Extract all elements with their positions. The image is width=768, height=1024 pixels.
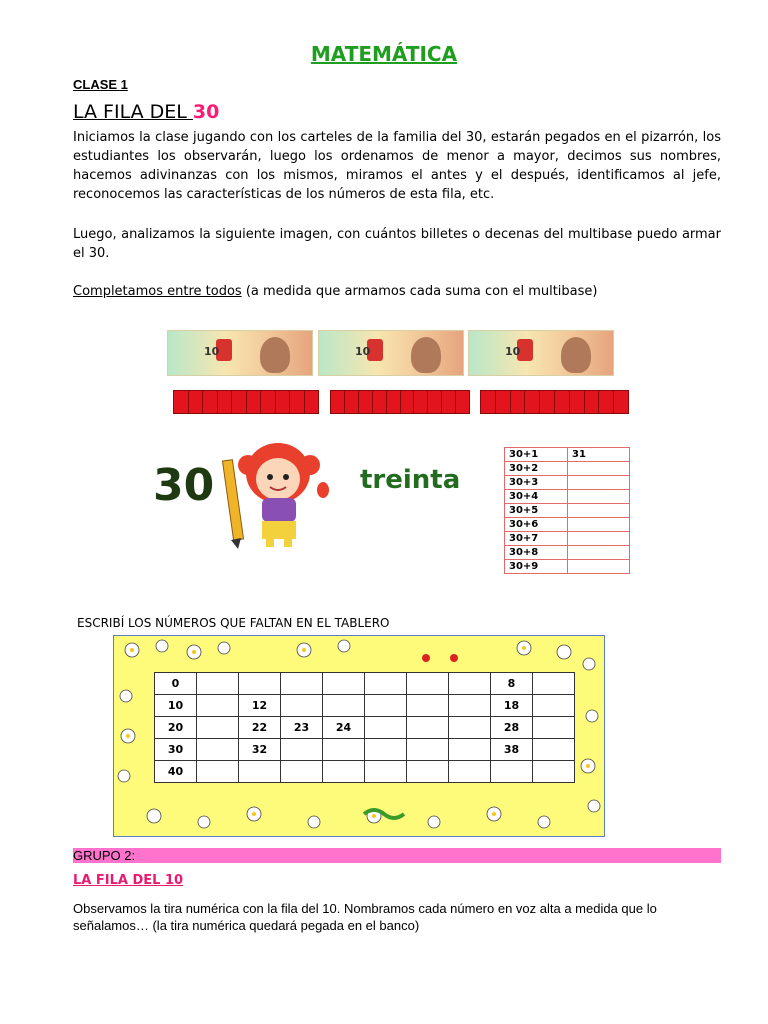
board-cell[interactable] <box>533 673 575 695</box>
board-cell[interactable] <box>449 739 491 761</box>
sum-expression: 30+2 <box>505 462 568 476</box>
paragraph-intro: Iniciamos la clase jugando con los carteles de la familia del 30, estarán pegados en el pizarrón, los estudiantes los observarán, luego los ordenamos de menor a mayor, decimos sus nombres, hacemos adivinanzas con los mismos, miramos el antes y el después, identificamos al jefe, reconocemos las características de los números de esta fila, etc. <box>73 130 721 202</box>
banknote-image <box>468 330 614 376</box>
board-cell[interactable] <box>281 695 323 717</box>
section-heading-fila-10: LA FILA DEL 10 <box>73 873 184 888</box>
board-cell[interactable] <box>323 695 365 717</box>
sum-answer[interactable] <box>568 490 630 504</box>
sums-row <box>505 490 630 504</box>
heading-prefix: LA FILA DEL <box>73 101 193 123</box>
board-cell[interactable] <box>323 739 365 761</box>
board-cell[interactable] <box>533 717 575 739</box>
board-cell: 30 <box>155 739 197 761</box>
banknote-image <box>167 330 313 376</box>
board-row <box>155 695 575 717</box>
girl-pencil-illustration <box>218 435 338 550</box>
board-cell[interactable] <box>491 761 533 783</box>
board-row <box>155 761 575 783</box>
sum-answer[interactable] <box>568 546 630 560</box>
board-cell[interactable] <box>197 717 239 739</box>
sum-expression: 30+7 <box>505 532 568 546</box>
paragraph-fila-10: Observamos la tira numérica con la fila del 10. Nombramos cada número en voz alta a medida que lo señalamos… (la tira numérica quedará pegada en el banco) <box>73 901 657 933</box>
board-cell[interactable] <box>281 673 323 695</box>
board-cell[interactable] <box>449 695 491 717</box>
board-cell[interactable] <box>197 673 239 695</box>
number-board-frame <box>113 635 605 837</box>
board-cell: 28 <box>491 717 533 739</box>
board-cell[interactable] <box>407 673 449 695</box>
group-bar: GRUPO 2: <box>73 848 721 863</box>
multibase-bar <box>330 390 470 414</box>
board-cell[interactable] <box>407 739 449 761</box>
board-cell[interactable] <box>323 761 365 783</box>
sums-row <box>505 532 630 546</box>
board-cell: 12 <box>239 695 281 717</box>
sums-row <box>505 476 630 490</box>
sums-row <box>505 462 630 476</box>
complete-rest: (a medida que armamos cada suma con el multibase) <box>241 284 598 299</box>
sum-expression: 30+1 <box>505 448 568 462</box>
board-cell: 23 <box>281 717 323 739</box>
paragraph-complete <box>73 282 721 301</box>
board-cell[interactable] <box>281 739 323 761</box>
board-cell[interactable] <box>239 761 281 783</box>
sum-answer[interactable]: 31 <box>568 448 630 462</box>
board-cell[interactable] <box>449 717 491 739</box>
board-cell: 38 <box>491 739 533 761</box>
board-cell[interactable] <box>365 739 407 761</box>
board-cell[interactable] <box>365 673 407 695</box>
board-cell[interactable] <box>533 695 575 717</box>
board-cell[interactable] <box>365 717 407 739</box>
board-cell[interactable] <box>281 761 323 783</box>
number-board-table <box>154 672 575 783</box>
page-title: MATEMÁTICA <box>310 42 458 66</box>
board-cell: 8 <box>491 673 533 695</box>
board-cell[interactable] <box>365 761 407 783</box>
banknote-value: 10 <box>505 345 521 358</box>
board-cell[interactable] <box>449 673 491 695</box>
board-cell[interactable] <box>407 761 449 783</box>
sums-row <box>505 546 630 560</box>
sum-answer[interactable] <box>568 476 630 490</box>
board-cell[interactable] <box>197 739 239 761</box>
complete-underlined: Completamos entre todos <box>73 284 242 299</box>
board-cell: 22 <box>239 717 281 739</box>
banknote-value: 10 <box>204 345 220 358</box>
board-cell[interactable] <box>449 761 491 783</box>
board-cell: 10 <box>155 695 197 717</box>
board-row <box>155 673 575 695</box>
sums-table <box>504 447 630 574</box>
heading-number: 30 <box>192 101 220 123</box>
sums-row <box>505 504 630 518</box>
sum-expression: 30+6 <box>505 518 568 532</box>
sum-answer[interactable] <box>568 462 630 476</box>
paragraph-analysis: Luego, analizamos la siguiente imagen, con cuántos billetes o decenas del multibase puedo armar el 30. <box>73 227 721 261</box>
banknote-image <box>318 330 464 376</box>
big-number-30: 30 <box>153 460 215 511</box>
class-label: CLASE 1 <box>73 77 128 92</box>
sum-answer[interactable] <box>568 532 630 546</box>
board-cell[interactable] <box>197 695 239 717</box>
banknote-value: 10 <box>355 345 371 358</box>
board-cell: 24 <box>323 717 365 739</box>
board-cell: 40 <box>155 761 197 783</box>
board-cell[interactable] <box>533 761 575 783</box>
board-cell: 0 <box>155 673 197 695</box>
sum-expression: 30+9 <box>505 560 568 574</box>
multibase-bar <box>480 390 629 414</box>
sum-answer[interactable] <box>568 518 630 532</box>
sum-expression: 30+5 <box>505 504 568 518</box>
section-heading-fila-30 <box>73 101 219 123</box>
sums-row <box>505 518 630 532</box>
board-cell: 32 <box>239 739 281 761</box>
board-cell: 20 <box>155 717 197 739</box>
board-row <box>155 739 575 761</box>
board-cell[interactable] <box>365 695 407 717</box>
board-cell[interactable] <box>323 673 365 695</box>
sums-row <box>505 448 630 462</box>
sum-expression: 30+3 <box>505 476 568 490</box>
multibase-bar <box>173 390 319 414</box>
board-cell: 18 <box>491 695 533 717</box>
board-cell[interactable] <box>407 717 449 739</box>
number-word: treinta <box>360 465 461 495</box>
board-instruction: ESCRIBÍ LOS NÚMEROS QUE FALTAN EN EL TABLERO <box>77 616 390 630</box>
board-row <box>155 717 575 739</box>
board-cell[interactable] <box>239 673 281 695</box>
board-cell[interactable] <box>407 695 449 717</box>
sum-expression: 30+8 <box>505 546 568 560</box>
sum-expression: 30+4 <box>505 490 568 504</box>
sum-answer[interactable] <box>568 504 630 518</box>
board-cell[interactable] <box>197 761 239 783</box>
sums-row <box>505 560 630 574</box>
board-cell[interactable] <box>533 739 575 761</box>
sum-answer[interactable] <box>568 560 630 574</box>
